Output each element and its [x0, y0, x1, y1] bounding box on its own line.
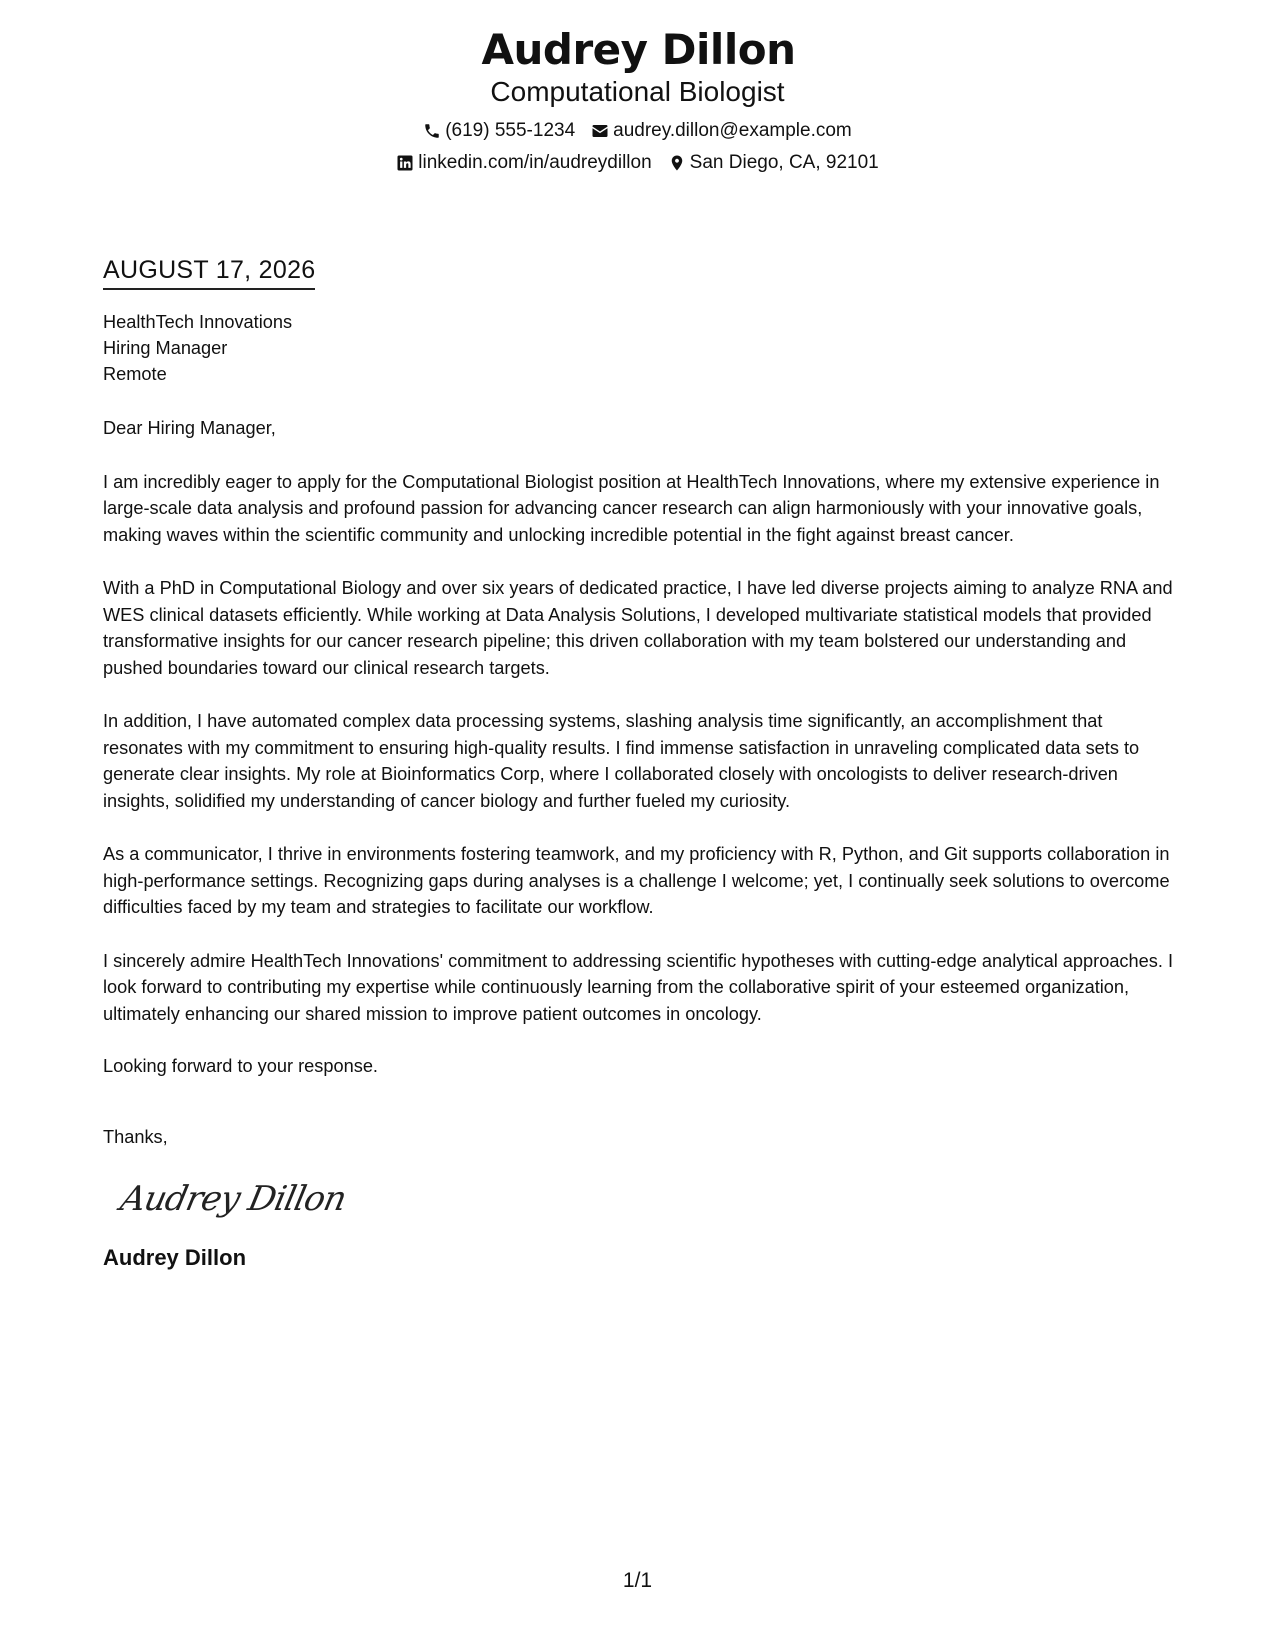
body-paragraph-4: As a communicator, I thrive in environments fostering teamwork, and my proficiency with R, Python, and Git supports collaboration in high-performance settings. Recognizing gaps during analyses is a challenge I welcome; yet, I continually seek solutions to overcome difficulties faced by my team and strategies to facilitate our workflow.	[103, 844, 1170, 917]
map-pin-icon	[668, 154, 686, 172]
envelope-icon	[591, 122, 609, 140]
contact-location	[668, 151, 879, 175]
recipient-company: HealthTech Innovations	[103, 312, 293, 332]
phone-text: (619) 555-1234	[445, 120, 576, 141]
body-paragraph-5: I sincerely admire HealthTech Innovations' commitment to addressing scientific hypotheses with cutting-edge analytical approaches. I look forward to contributing my expertise while continuously learning from the collaborative spirit of your esteemed organization, ultimately enhancing our shared mission to improve patient outcomes in oncology.	[103, 950, 1174, 1024]
recipient-block	[103, 309, 1173, 387]
email-text: audrey.dillon@example.com	[613, 120, 852, 141]
body-paragraph-3: In addition, I have automated complex data processing systems, slashing analysis time significantly, an accomplishment that resonates with my commitment to ensuring high-quality results. I find immense satisfaction in unraveling complicated data sets to generate clear insights. My role at Bioinformatics Corp, where I collaborated closely with oncologists to deliver research-driven insights, solidified my understanding of cancer biology and further fueled my curiosity.	[103, 711, 1140, 811]
recipient-location: Remote	[103, 364, 167, 384]
contact-row-2	[0, 151, 1275, 175]
recipient-role: Hiring Manager	[103, 338, 228, 358]
location-text: San Diego, CA, 92101	[689, 152, 879, 173]
applicant-name: Audrey Dillon	[481, 25, 796, 74]
closing-line: Looking forward to your response.	[103, 1056, 378, 1076]
svg-text:Audrey Dillon: Audrey Dillon	[117, 1179, 350, 1219]
contact-phone[interactable]	[423, 119, 575, 143]
phone-icon	[423, 122, 441, 140]
applicant-title: Computational Biologist	[490, 76, 785, 107]
linkedin-icon	[396, 154, 414, 172]
contact-email[interactable]	[591, 119, 852, 143]
letter-date: AUGUST 17, 2026	[103, 254, 315, 290]
handwritten-signature	[115, 1172, 355, 1224]
body-paragraph-1: I am incredibly eager to apply for the Computational Biologist position at HealthTech Innovations, where my extensive experience in large-scale data analysis and profound passion for advancing cancer research can align harmoniously with your innovative goals, making waves within the scientific community and unlocking incredible potential in the fight against breast cancer.	[103, 471, 1160, 545]
letter-header	[0, 24, 1275, 175]
body-paragraph-2: With a PhD in Computational Biology and over six years of dedicated practice, I have led diverse projects aiming to analyze RNA and WES clinical datasets efficiently. While working at Data Analysis Solutions, I developed multivariate statistical models that provided transformative insights for our cancer research pipeline; this driven collaboration with my team bolstered our understanding and pushed boundaries toward our clinical research targets.	[103, 578, 1173, 678]
sign-off: Thanks,	[103, 1126, 168, 1147]
linkedin-text: linkedin.com/in/audreydillon	[418, 152, 652, 173]
contact-linkedin[interactable]	[396, 151, 651, 175]
page-number: 1/1	[622, 1569, 653, 1592]
contact-row-1	[0, 119, 1275, 143]
letter-body	[103, 254, 1173, 1272]
signer-name: Audrey Dillon	[103, 1245, 247, 1270]
salutation: Dear Hiring Manager,	[103, 418, 276, 438]
